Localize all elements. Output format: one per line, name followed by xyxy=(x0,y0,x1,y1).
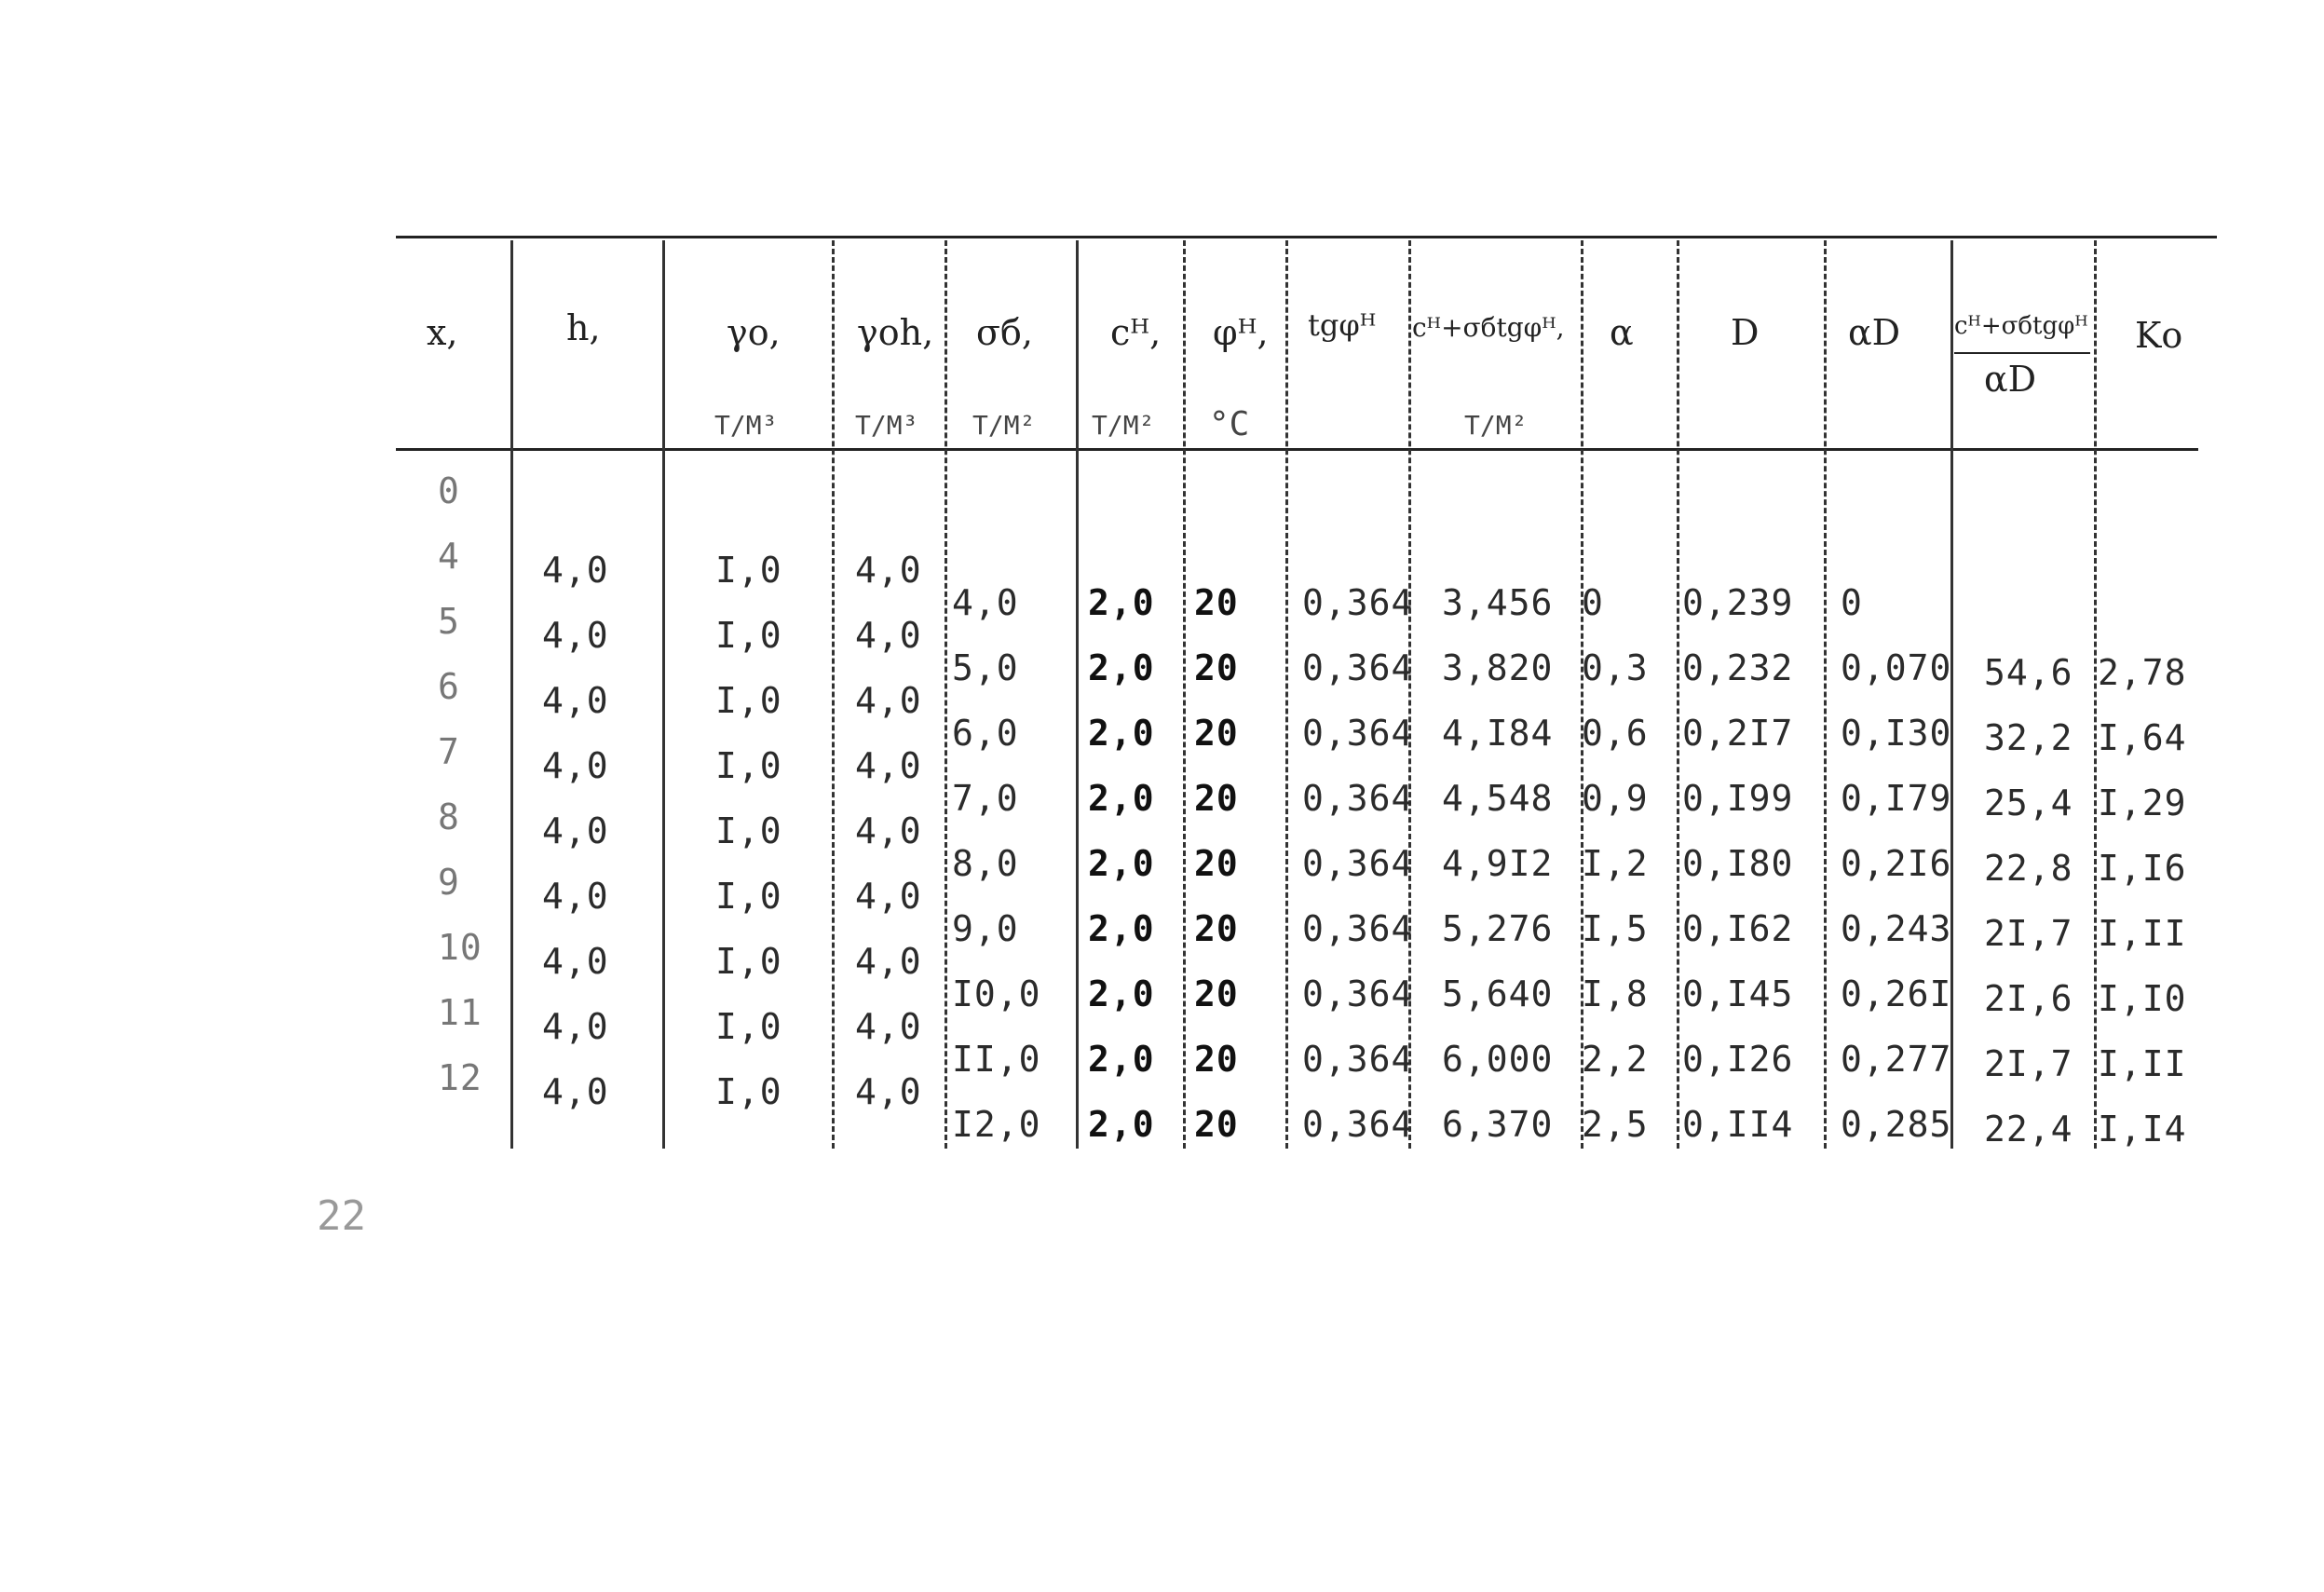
cell-sigma: 7,0 xyxy=(952,778,1019,819)
cell-x: 10 xyxy=(438,927,482,968)
cell-x: 5 xyxy=(438,601,460,642)
cell-K: I,29 xyxy=(2098,782,2187,823)
cell-gamma: I,0 xyxy=(715,550,782,591)
cell-alpha-D: 0,277 xyxy=(1841,1039,1952,1080)
cell-sigma: I0,0 xyxy=(952,973,1041,1014)
column-divider xyxy=(510,240,513,1149)
cell-gamma: I,0 xyxy=(715,680,782,721)
cell-phi: 20 xyxy=(1194,713,1239,754)
cell-tg: 0,364 xyxy=(1302,778,1414,819)
cell-sigma: II,0 xyxy=(952,1039,1041,1080)
cell-sigma: 4,0 xyxy=(952,582,1019,623)
cell-tg: 0,364 xyxy=(1302,908,1414,949)
cell-tg: 0,364 xyxy=(1302,713,1414,754)
cell-alpha: I,8 xyxy=(1582,973,1649,1014)
column-divider xyxy=(1285,240,1288,1149)
cell-h: 4,0 xyxy=(542,1006,609,1047)
cell-D: 0,232 xyxy=(1682,647,1794,688)
cell-phi: 20 xyxy=(1194,778,1239,819)
table-top-rule xyxy=(396,236,2217,238)
cell-ratio: 2I,6 xyxy=(1984,978,2073,1019)
cell-K: I,II xyxy=(2098,913,2187,954)
cell-alpha-D: 0,285 xyxy=(1841,1104,1952,1145)
header-gamma: γo, xyxy=(727,312,781,353)
cell-c: 2,0 xyxy=(1088,973,1155,1014)
header-ratio-numerator: cᴴ+σбtgφᴴ xyxy=(1954,312,2088,340)
cell-c: 2,0 xyxy=(1088,713,1155,754)
column-divider xyxy=(2094,240,2097,1149)
page-mark: 22 xyxy=(317,1192,366,1240)
cell-alpha: 0,6 xyxy=(1582,713,1649,754)
cell-alpha: 2,5 xyxy=(1582,1104,1649,1145)
cell-gamma-h: 4,0 xyxy=(855,745,922,786)
cell-x: 6 xyxy=(438,666,460,707)
header-D: D xyxy=(1731,312,1760,353)
cell-sum: 3,456 xyxy=(1442,582,1554,623)
cell-c: 2,0 xyxy=(1088,582,1155,623)
cell-x: 0 xyxy=(438,470,460,511)
cell-sum: 3,820 xyxy=(1442,647,1554,688)
cell-tg: 0,364 xyxy=(1302,647,1414,688)
unit-gamma-h: Т/М³ xyxy=(855,410,918,441)
cell-gamma-h: 4,0 xyxy=(855,1006,922,1047)
cell-x: 8 xyxy=(438,796,460,837)
cell-sigma: 6,0 xyxy=(952,713,1019,754)
cell-phi: 20 xyxy=(1194,973,1239,1014)
cell-sum: 4,548 xyxy=(1442,778,1554,819)
cell-D: 0,2I7 xyxy=(1682,713,1794,754)
cell-h: 4,0 xyxy=(542,745,609,786)
cell-h: 4,0 xyxy=(542,615,609,656)
unit-gamma: Т/М³ xyxy=(714,410,778,441)
cell-gamma-h: 4,0 xyxy=(855,941,922,982)
cell-gamma: I,0 xyxy=(715,615,782,656)
unit-c: Т/М² xyxy=(1092,410,1155,441)
unit-phi: °С xyxy=(1209,405,1250,443)
cell-alpha: I,2 xyxy=(1582,843,1649,884)
cell-h: 4,0 xyxy=(542,941,609,982)
cell-h: 4,0 xyxy=(542,1071,609,1112)
cell-x: 7 xyxy=(438,731,460,772)
header-phi: φᴴ, xyxy=(1213,312,1269,353)
cell-gamma-h: 4,0 xyxy=(855,1071,922,1112)
column-divider xyxy=(1677,240,1679,1149)
cell-sum: 5,276 xyxy=(1442,908,1554,949)
header-h: h, xyxy=(566,307,601,348)
cell-alpha: 0,3 xyxy=(1582,647,1649,688)
header-tg: tgφᴴ xyxy=(1308,307,1377,343)
cell-alpha: 0,9 xyxy=(1582,778,1649,819)
cell-gamma-h: 4,0 xyxy=(855,615,922,656)
unit-sigma: Т/М² xyxy=(972,410,1036,441)
cell-sigma: I2,0 xyxy=(952,1104,1041,1145)
cell-alpha-D: 0,2I6 xyxy=(1841,843,1952,884)
cell-c: 2,0 xyxy=(1088,778,1155,819)
cell-K: I,I0 xyxy=(2098,978,2187,1019)
cell-sum: 6,000 xyxy=(1442,1039,1554,1080)
cell-alpha-D: 0,I30 xyxy=(1841,713,1952,754)
cell-sum: 5,640 xyxy=(1442,973,1554,1014)
cell-x: 9 xyxy=(438,862,460,903)
cell-x: 4 xyxy=(438,536,460,577)
cell-K: I,I4 xyxy=(2098,1109,2187,1150)
cell-sum: 4,I84 xyxy=(1442,713,1554,754)
cell-x: 11 xyxy=(438,992,482,1033)
fraction-bar xyxy=(1954,352,2090,354)
cell-gamma-h: 4,0 xyxy=(855,810,922,851)
cell-D: 0,I45 xyxy=(1682,973,1794,1014)
cell-phi: 20 xyxy=(1194,1039,1239,1080)
table-header-rule xyxy=(396,448,2198,451)
cell-x: 12 xyxy=(438,1057,482,1098)
cell-tg: 0,364 xyxy=(1302,1039,1414,1080)
cell-h: 4,0 xyxy=(542,876,609,917)
cell-gamma: I,0 xyxy=(715,1071,782,1112)
cell-D: 0,I99 xyxy=(1682,778,1794,819)
column-divider xyxy=(945,240,947,1149)
cell-gamma: I,0 xyxy=(715,745,782,786)
cell-c: 2,0 xyxy=(1088,843,1155,884)
cell-phi: 20 xyxy=(1194,843,1239,884)
cell-sum: 6,370 xyxy=(1442,1104,1554,1145)
cell-alpha: 0 xyxy=(1582,582,1604,623)
cell-ratio: 22,4 xyxy=(1984,1109,2073,1150)
cell-c: 2,0 xyxy=(1088,1039,1155,1080)
header-gamma-h: γoh, xyxy=(857,312,934,353)
header-ratio-denominator: αD xyxy=(1984,359,2037,400)
cell-sigma: 8,0 xyxy=(952,843,1019,884)
cell-ratio: 2I,7 xyxy=(1984,1043,2073,1084)
column-divider xyxy=(662,240,665,1149)
cell-sigma: 9,0 xyxy=(952,908,1019,949)
cell-alpha-D: 0 xyxy=(1841,582,1863,623)
column-divider xyxy=(1076,240,1079,1149)
header-x: x, xyxy=(427,312,458,353)
column-divider xyxy=(832,240,835,1149)
cell-gamma-h: 4,0 xyxy=(855,876,922,917)
cell-ratio: 54,6 xyxy=(1984,652,2073,693)
cell-c: 2,0 xyxy=(1088,1104,1155,1145)
header-K: Kо xyxy=(2135,315,2183,356)
cell-h: 4,0 xyxy=(542,680,609,721)
cell-D: 0,I62 xyxy=(1682,908,1794,949)
cell-gamma-h: 4,0 xyxy=(855,680,922,721)
header-sigma: σб, xyxy=(976,312,1033,353)
cell-gamma: I,0 xyxy=(715,941,782,982)
column-divider xyxy=(1824,240,1827,1149)
cell-K: I,64 xyxy=(2098,717,2187,758)
cell-h: 4,0 xyxy=(542,810,609,851)
cell-K: 2,78 xyxy=(2098,652,2187,693)
header-alpha: α xyxy=(1610,312,1634,353)
cell-c: 2,0 xyxy=(1088,647,1155,688)
header-alpha-D: αD xyxy=(1848,312,1901,353)
cell-phi: 20 xyxy=(1194,908,1239,949)
cell-D: 0,II4 xyxy=(1682,1104,1794,1145)
cell-ratio: 22,8 xyxy=(1984,848,2073,889)
cell-D: 0,239 xyxy=(1682,582,1794,623)
header-c: cᴴ, xyxy=(1110,312,1162,353)
cell-phi: 20 xyxy=(1194,647,1239,688)
cell-phi: 20 xyxy=(1194,1104,1239,1145)
cell-ratio: 25,4 xyxy=(1984,782,2073,823)
cell-tg: 0,364 xyxy=(1302,1104,1414,1145)
cell-phi: 20 xyxy=(1194,582,1239,623)
cell-tg: 0,364 xyxy=(1302,973,1414,1014)
cell-ratio: 32,2 xyxy=(1984,717,2073,758)
cell-K: I,II xyxy=(2098,1043,2187,1084)
cell-alpha: I,5 xyxy=(1582,908,1649,949)
cell-gamma: I,0 xyxy=(715,810,782,851)
unit-sum: Т/М² xyxy=(1464,410,1528,441)
cell-D: 0,I26 xyxy=(1682,1039,1794,1080)
cell-alpha-D: 0,070 xyxy=(1841,647,1952,688)
cell-sigma: 5,0 xyxy=(952,647,1019,688)
cell-gamma: I,0 xyxy=(715,876,782,917)
cell-alpha: 2,2 xyxy=(1582,1039,1649,1080)
header-sum: cᴴ+σбtgφᴴ, xyxy=(1412,312,1565,343)
cell-ratio: 2I,7 xyxy=(1984,913,2073,954)
cell-h: 4,0 xyxy=(542,550,609,591)
cell-K: I,I6 xyxy=(2098,848,2187,889)
cell-alpha-D: 0,I79 xyxy=(1841,778,1952,819)
cell-gamma: I,0 xyxy=(715,1006,782,1047)
cell-tg: 0,364 xyxy=(1302,843,1414,884)
cell-D: 0,I80 xyxy=(1682,843,1794,884)
cell-gamma-h: 4,0 xyxy=(855,550,922,591)
cell-c: 2,0 xyxy=(1088,908,1155,949)
cell-sum: 4,9I2 xyxy=(1442,843,1554,884)
cell-alpha-D: 0,26I xyxy=(1841,973,1952,1014)
cell-alpha-D: 0,243 xyxy=(1841,908,1952,949)
column-divider xyxy=(1183,240,1186,1149)
cell-tg: 0,364 xyxy=(1302,582,1414,623)
